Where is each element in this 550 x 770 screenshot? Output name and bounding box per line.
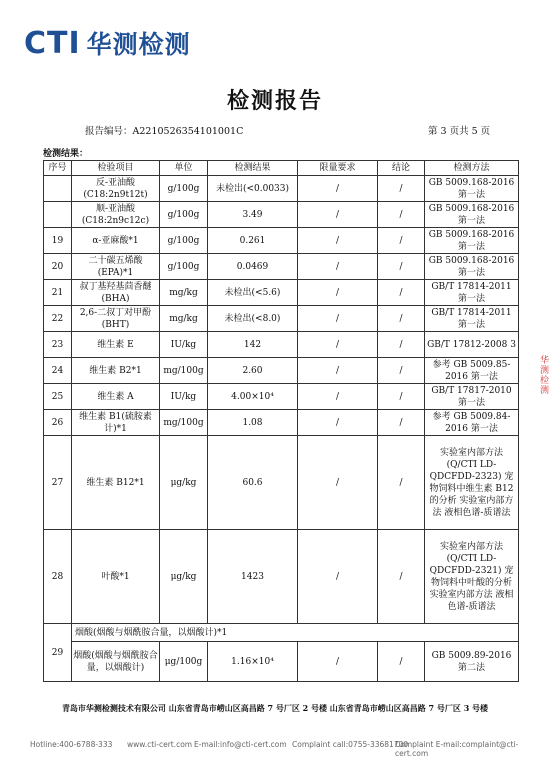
cell-result: 1423	[208, 530, 298, 624]
company-logo	[24, 26, 191, 60]
cell-result: 1.16×10⁴	[208, 642, 298, 682]
table-row	[44, 358, 519, 384]
cell-conclusion: /	[378, 202, 425, 228]
cell-unit: μg/kg	[160, 530, 208, 624]
cell-no	[44, 202, 72, 228]
cell-conclusion: /	[378, 410, 425, 436]
footer-address: 青岛市华测检测技术有限公司 山东省青岛市崂山区高昌路 7 号厂区 2 号楼 山东省青岛市崂山区高昌路 7 号厂区 3 号楼	[61, 703, 489, 713]
cell-method: 参考 GB 5009.84-2016 第一法	[425, 410, 519, 436]
cell-item: 叶酸*1	[72, 530, 160, 624]
table-row	[44, 530, 519, 624]
header-limit: 限量要求	[298, 161, 378, 176]
header-unit: 单位	[160, 161, 208, 176]
table-row	[44, 436, 519, 530]
table-row	[44, 332, 519, 358]
cell-conclusion: /	[378, 280, 425, 306]
footer-contacts	[0, 740, 550, 758]
table-header-row	[44, 161, 519, 176]
cell-conclusion: /	[378, 176, 425, 202]
cell-no: 20	[44, 254, 72, 280]
footer-complaint-call: Complaint call:0755-33681700	[292, 740, 409, 749]
cell-conclusion: /	[378, 254, 425, 280]
page-info: 第 3 页共 5 页	[428, 126, 491, 137]
cell-item: 维生素 B1(硫胺素计)*1	[72, 410, 160, 436]
cell-conclusion: /	[378, 436, 425, 530]
footer-email: E-mail:info@cti-cert.com	[194, 740, 287, 749]
table-row	[44, 280, 519, 306]
cell-conclusion: /	[378, 530, 425, 624]
cell-no: 23	[44, 332, 72, 358]
cell-limit: /	[298, 436, 378, 530]
red-seal-stamp: 华测检测	[538, 355, 548, 395]
cell-unit: g/100g	[160, 176, 208, 202]
cell-result: 未检出(<0.0033)	[208, 176, 298, 202]
cell-method: GB/T 17814-2011 第一法	[425, 280, 519, 306]
footer-complaint-email: Complaint E-mail:complaint@cti-cert.com	[395, 740, 519, 758]
cell-item: 顺-亚油酸(C18:2n9c12c)	[72, 202, 160, 228]
cell-method: GB/T 17814-2011 第一法	[425, 306, 519, 332]
cell-result: 2.60	[208, 358, 298, 384]
cell-item: 烟酸(烟酸与烟酰胺合量，以烟酸计)	[72, 642, 160, 682]
cell-result: 1.08	[208, 410, 298, 436]
results-table	[43, 160, 519, 682]
cell-limit: /	[298, 254, 378, 280]
cell-item: α-亚麻酸*1	[72, 228, 160, 254]
cell-item: 叔丁基羟基茴香醚(BHA)	[72, 280, 160, 306]
cell-method: 实验室内部方法 (Q/CTI LD-QDCFDD-2323) 宠物饲料中维生素 B12 的分析 实验室内部方法 液相色谱-质谱法	[425, 436, 519, 530]
cell-method: GB 5009.168-2016 第一法	[425, 202, 519, 228]
cell-unit: mg/kg	[160, 306, 208, 332]
table-row	[44, 306, 519, 332]
cell-unit: IU/kg	[160, 384, 208, 410]
cell-method: GB 5009.168-2016 第一法	[425, 228, 519, 254]
cell-unit: mg/100g	[160, 358, 208, 384]
cell-limit: /	[298, 642, 378, 682]
cell-conclusion: /	[378, 228, 425, 254]
cell-limit: /	[298, 410, 378, 436]
results-body	[44, 176, 519, 682]
cell-no: 22	[44, 306, 72, 332]
footer-website: www.cti-cert.com	[127, 740, 193, 749]
header-conclusion: 结论	[378, 161, 425, 176]
logo-cn: 华测检测	[86, 30, 191, 59]
cell-conclusion: /	[378, 358, 425, 384]
cell-no: 21	[44, 280, 72, 306]
cell-result: 4.00×10⁴	[208, 384, 298, 410]
cell-group-label: 烟酸(烟酸与烟酰胺合量，以烟酸计)*1	[72, 624, 519, 642]
cell-method: GB/T 17812-2008 3	[425, 332, 519, 358]
cell-no: 29	[44, 624, 72, 682]
cell-limit: /	[298, 202, 378, 228]
cell-method: GB/T 17817-2010 第一法	[425, 384, 519, 410]
cell-limit: /	[298, 384, 378, 410]
table-row	[44, 624, 519, 642]
cell-method: 参考 GB 5009.85-2016 第一法	[425, 358, 519, 384]
cell-result: 未检出(<5.6)	[208, 280, 298, 306]
cell-item: 2,6-二叔丁对甲酚(BHT)	[72, 306, 160, 332]
table-row	[44, 384, 519, 410]
cell-limit: /	[298, 228, 378, 254]
header-item: 检验项目	[72, 161, 160, 176]
cell-item: 维生素 B2*1	[72, 358, 160, 384]
cell-item: 反-亚油酸(C18:2n9t12t)	[72, 176, 160, 202]
cell-item: 维生素 A	[72, 384, 160, 410]
cell-unit: μg/kg	[160, 436, 208, 530]
cell-method: GB 5009.168-2016 第一法	[425, 254, 519, 280]
cell-limit: /	[298, 176, 378, 202]
cell-unit: g/100g	[160, 202, 208, 228]
cell-no: 27	[44, 436, 72, 530]
cell-unit: mg/kg	[160, 280, 208, 306]
cell-limit: /	[298, 530, 378, 624]
cell-item: 维生素 E	[72, 332, 160, 358]
header-no: 序号	[44, 161, 72, 176]
cell-conclusion: /	[378, 306, 425, 332]
cell-unit: IU/kg	[160, 332, 208, 358]
table-row	[44, 228, 519, 254]
cell-unit: g/100g	[160, 254, 208, 280]
header-method: 检测方法	[425, 161, 519, 176]
table-row	[44, 176, 519, 202]
cell-result: 0.261	[208, 228, 298, 254]
cell-method: GB 5009.89-2016 第二法	[425, 642, 519, 682]
cell-conclusion: /	[378, 642, 425, 682]
cell-method: 实验室内部方法 (Q/CTI LD-QDCFDD-2321) 宠物饲料中叶酸的分析 实验室内部方法 液相色谱-质谱法	[425, 530, 519, 624]
footer-hotline: Hotline:400-6788-333	[30, 740, 113, 749]
cell-result: 3.49	[208, 202, 298, 228]
report-number: 报告编号：A2210526354101001C	[85, 126, 244, 137]
cell-no: 26	[44, 410, 72, 436]
cell-result: 142	[208, 332, 298, 358]
cell-limit: /	[298, 306, 378, 332]
cell-no	[44, 176, 72, 202]
cell-result: 未检出(<8.0)	[208, 306, 298, 332]
table-row	[44, 642, 519, 682]
cell-method: GB 5009.168-2016 第一法	[425, 176, 519, 202]
section-label: 检测结果：	[43, 149, 89, 159]
cell-conclusion: /	[378, 384, 425, 410]
cell-no: 19	[44, 228, 72, 254]
cell-conclusion: /	[378, 332, 425, 358]
cell-limit: /	[298, 332, 378, 358]
header-result: 检测结果	[208, 161, 298, 176]
table-row	[44, 410, 519, 436]
table-row	[44, 202, 519, 228]
cell-no: 24	[44, 358, 72, 384]
cell-result: 60.6	[208, 436, 298, 530]
cell-result: 0.0469	[208, 254, 298, 280]
cell-unit: g/100g	[160, 228, 208, 254]
cell-unit: μg/100g	[160, 642, 208, 682]
cell-item: 维生素 B12*1	[72, 436, 160, 530]
cell-item: 二十碳五烯酸(EPA)*1	[72, 254, 160, 280]
cell-limit: /	[298, 358, 378, 384]
cell-no: 28	[44, 530, 72, 624]
cell-limit: /	[298, 280, 378, 306]
cell-unit: mg/100g	[160, 410, 208, 436]
report-title: 检测报告	[226, 88, 323, 114]
cell-no: 25	[44, 384, 72, 410]
logo-en: CTI	[24, 25, 81, 61]
table-row	[44, 254, 519, 280]
